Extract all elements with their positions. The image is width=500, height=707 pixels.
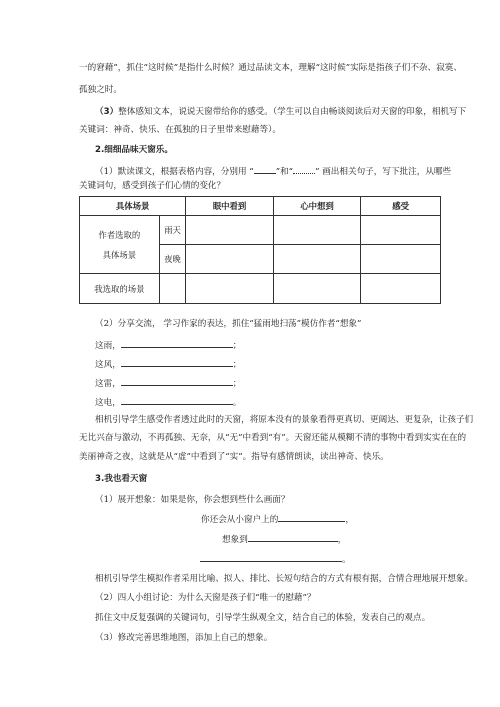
- paragraph-text: ”和“: [275, 167, 294, 177]
- fill-punct: ；: [232, 379, 242, 389]
- table-cell: [361, 245, 441, 274]
- table-cell: [361, 216, 441, 245]
- answer-blank[interactable]: [121, 357, 233, 367]
- fill-line: [95, 395, 241, 409]
- fill-punct: 。: [342, 555, 351, 565]
- fill-line: [95, 338, 241, 352]
- cell-text: 作者选取的: [98, 229, 141, 240]
- table-cell: 夜晚: [159, 245, 186, 274]
- fill-label: 想象到: [222, 535, 248, 545]
- table-header: 心中想到: [273, 197, 361, 216]
- section-heading: 3.我也看天窗: [95, 474, 148, 484]
- fill-label: 这雷，: [95, 379, 121, 389]
- table-cell: [273, 245, 361, 274]
- table-header: 眼中看到: [186, 197, 274, 216]
- answer-blank[interactable]: [121, 395, 233, 405]
- paragraph-text: ” 画出相关句子，写下批注，从哪些: [315, 167, 452, 177]
- answer-blank[interactable]: [248, 532, 338, 542]
- table-cell: [273, 274, 361, 304]
- paragraph-line: 相机引导学生模拟作者采用比喻、拟人、排比、长短句结合的方式有根有据，合情合理地展开想象。: [95, 574, 474, 584]
- table-cell: [186, 216, 274, 245]
- fill-punct: ；: [232, 341, 242, 351]
- fill-label: 这雨，: [95, 341, 121, 351]
- fill-punct: 。: [232, 398, 242, 408]
- fill-label: 你还会从小窗户上的: [201, 515, 279, 525]
- paragraph-line: 无比兴奋与激动，不再孤独、无奈，从“无”中看到“有”。天窗还能从模糊不清的事物中看到实实在在的: [79, 433, 467, 443]
- answer-blank[interactable]: [200, 552, 342, 562]
- paragraph-line: 孤独之时。: [79, 85, 122, 95]
- fill-punct: ；: [232, 360, 242, 370]
- table-cell: [273, 216, 361, 245]
- table-cell: 我选取的场景: [80, 274, 160, 304]
- fill-line: [200, 552, 351, 566]
- table-header: 感受: [361, 197, 441, 216]
- paragraph-line: [95, 106, 466, 118]
- answer-blank[interactable]: [121, 338, 233, 348]
- paragraph-line: 美丽神奇之夜，这就是从“虚”中看到了“实”。指导有感情朗读，读出神奇、快乐。: [79, 452, 389, 462]
- paragraph-line: （3）修改完善思维地图，添加上自己的想象。: [95, 633, 273, 643]
- underline-mark: [293, 164, 315, 174]
- fill-punct: ，: [345, 515, 354, 525]
- paragraph-line: （2）分享交流， 学习作家的表达，抓住“猛雨地扫荡”模仿作者“想象”: [95, 319, 362, 329]
- table-cell: [159, 274, 186, 304]
- paragraph-line: （1）展开想象：如果是你，你会想到些什么画面？: [95, 495, 290, 505]
- fill-line: [95, 376, 241, 390]
- paragraph-text: 整体感知文本，说说天窗带给你的感受。（学生可以自由畅谈阅读后对天窗的印象，相机写下: [118, 107, 467, 117]
- paragraph-line: 相机引导学生感受作者透过此时的天窗，将原本没有的景象看得更真切、更阔达、更复杂，让孩子们: [95, 415, 474, 425]
- fill-label: 这风，: [95, 360, 121, 370]
- answer-blank[interactable]: [278, 512, 345, 522]
- fill-line: [95, 357, 241, 371]
- answer-blank[interactable]: [121, 376, 233, 386]
- scene-table: [79, 196, 441, 304]
- table-cell: 雨天: [159, 216, 186, 245]
- paragraph-line: 关键词：神奇、快乐、在孤独的日子里带来慰藉等）。: [79, 125, 281, 135]
- table-cell: [80, 216, 160, 274]
- fill-punct: ，: [337, 535, 347, 545]
- section-heading: 2.细细品味天窗乐。: [95, 145, 173, 155]
- item-number: （3）: [95, 107, 119, 117]
- paragraph-line: （2）四人小组讨论：为什么天窗是孩子们“唯一的慰藉”？: [95, 593, 316, 603]
- paragraph-line: [95, 164, 451, 178]
- fill-label: 这电，: [95, 398, 121, 408]
- table-cell: [186, 245, 274, 274]
- paragraph-line: 抓住文中反复强调的关键词句，引导学生纵观全文，结合自己的体验，发表自己的观点。: [95, 613, 431, 623]
- underline-mark: [254, 164, 276, 174]
- fill-line: [222, 532, 346, 546]
- table-header: 具体场景: [80, 197, 186, 216]
- table-cell: [361, 274, 441, 304]
- paragraph-line: 一的窘藉”，抓住“这时候”是指什么时候？通过品读文本，理解“这时候”实际是指孩子们不杂、寂寞、: [79, 63, 462, 73]
- paragraph-text: （1）默读课文，根据表格内容，分别用 “: [95, 167, 254, 177]
- paragraph-line: 关键词句，感受到孩子们心情的变化？: [79, 181, 226, 191]
- fill-line: [201, 512, 354, 526]
- cell-text: 具体场景: [102, 249, 137, 260]
- table-cell: [186, 274, 274, 304]
